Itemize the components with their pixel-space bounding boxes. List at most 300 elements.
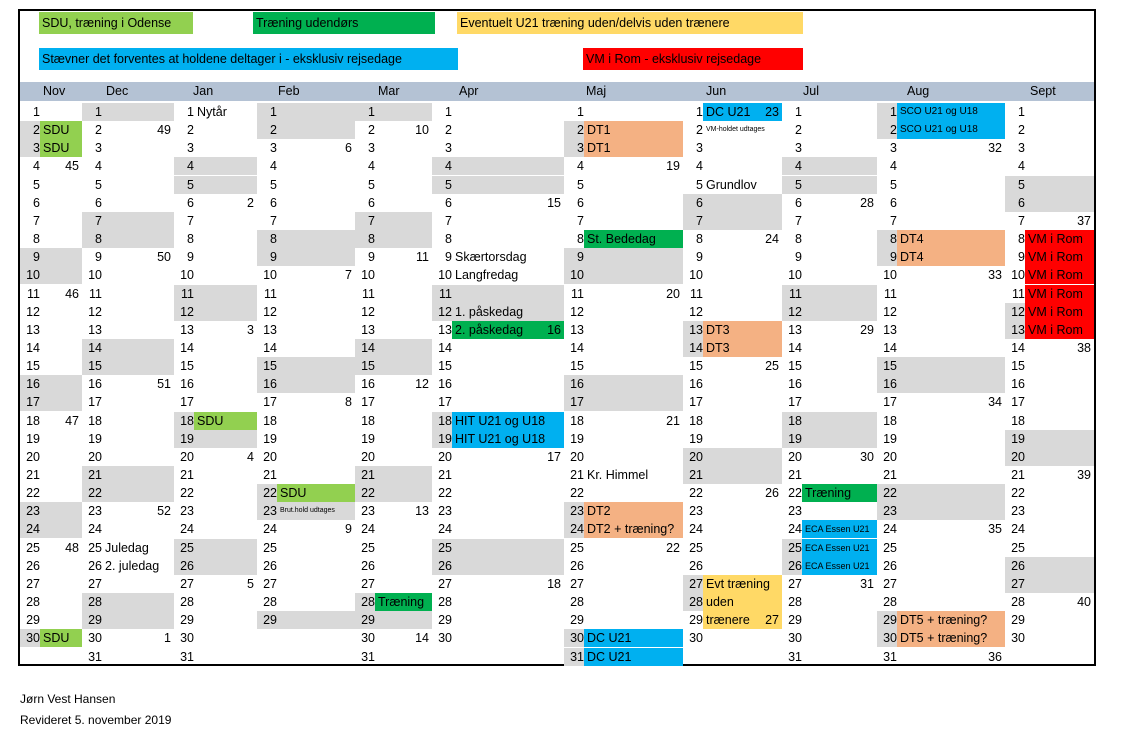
day-cell <box>432 339 564 357</box>
day-cell <box>782 611 877 629</box>
event-label: SDU <box>43 141 70 156</box>
day-number: 4 <box>1018 159 1025 174</box>
week-number: 17 <box>547 449 561 464</box>
month-header-bar <box>20 82 1094 101</box>
day-number: 22 <box>1011 486 1025 501</box>
day-number: 15 <box>361 359 375 374</box>
day-cell <box>683 539 782 557</box>
day-cell <box>683 321 782 339</box>
day-number: 5 <box>577 177 584 192</box>
event-label: SCO U21 og U18 <box>900 106 978 117</box>
day-number: 11 <box>27 286 40 301</box>
day-number: 4 <box>577 159 584 174</box>
day-cell <box>20 139 82 157</box>
day-cell <box>257 557 355 575</box>
day-number: 30 <box>883 631 897 646</box>
week-number: 45 <box>65 159 79 174</box>
day-number: 25 <box>88 540 102 555</box>
day-cell <box>20 303 82 321</box>
day-cell <box>257 502 355 520</box>
day-cell <box>257 448 355 466</box>
week-number: 15 <box>547 195 561 210</box>
day-number: 13 <box>883 322 897 337</box>
day-number: 30 <box>26 631 40 646</box>
week-number: 28 <box>860 195 874 210</box>
day-number: 2 <box>1018 123 1025 138</box>
day-cell <box>683 303 782 321</box>
day-number: 12 <box>438 304 452 319</box>
day-number: 3 <box>187 141 194 156</box>
day-number: 15 <box>26 359 40 374</box>
day-cell <box>20 339 82 357</box>
day-number: 6 <box>368 195 375 210</box>
day-cell <box>564 212 683 230</box>
week-number: 5 <box>247 576 254 591</box>
day-number: 13 <box>263 322 277 337</box>
day-number: 17 <box>570 395 584 410</box>
day-cell <box>564 557 683 575</box>
day-number: 31 <box>88 649 102 664</box>
day-cell <box>355 285 432 303</box>
day-number: 8 <box>33 232 40 247</box>
day-cell <box>782 502 877 520</box>
day-cell <box>877 648 1005 666</box>
day-cell <box>174 266 257 284</box>
day-cell <box>564 629 683 647</box>
day-number: 9 <box>368 250 375 265</box>
day-cell <box>1005 502 1094 520</box>
day-number: 15 <box>88 359 102 374</box>
day-number: 18 <box>1011 413 1025 428</box>
day-cell <box>257 611 355 629</box>
week-number: 6 <box>345 141 352 156</box>
day-cell <box>782 285 877 303</box>
day-cell <box>257 593 355 611</box>
day-number: 6 <box>577 195 584 210</box>
day-number: 21 <box>689 468 703 482</box>
day-cell <box>257 357 355 375</box>
day-cell <box>174 557 257 575</box>
day-number: 5 <box>890 177 897 192</box>
day-cell <box>20 502 82 520</box>
day-number: 15 <box>689 359 703 374</box>
day-number: 11 <box>89 286 102 301</box>
day-cell <box>683 502 782 520</box>
day-cell <box>174 520 257 538</box>
week-number: 27 <box>765 613 779 628</box>
day-number: 16 <box>788 377 802 392</box>
day-cell <box>564 593 683 611</box>
day-cell <box>877 575 1005 593</box>
day-cell <box>877 520 1005 538</box>
event-label: Træning <box>378 595 425 610</box>
day-number: 27 <box>788 576 802 591</box>
day-number: 26 <box>689 558 703 573</box>
day-number: 21 <box>438 468 452 482</box>
day-number: 26 <box>1011 558 1025 573</box>
day-cell <box>1005 520 1094 538</box>
day-number: 10 <box>180 268 194 283</box>
day-number: 25 <box>26 540 40 555</box>
day-cell <box>1005 139 1094 157</box>
day-cell <box>683 629 782 647</box>
day-cell <box>877 557 1005 575</box>
day-number: 1 <box>696 105 703 119</box>
day-cell <box>564 412 683 430</box>
day-cell <box>257 484 355 502</box>
event-label: DT5 + træning? <box>900 631 988 646</box>
day-cell <box>782 339 877 357</box>
day-cell <box>877 139 1005 157</box>
day-cell <box>174 430 257 448</box>
legend-world-championship: VM i Rom - eksklusiv rejsedage <box>583 48 803 70</box>
day-cell <box>1005 611 1094 629</box>
day-number: 18 <box>883 413 897 428</box>
day-number: 11 <box>1012 286 1025 301</box>
day-number: 19 <box>1011 431 1025 446</box>
day-cell <box>20 448 82 466</box>
day-cell <box>877 248 1005 266</box>
day-number: 26 <box>788 558 802 573</box>
day-number: 7 <box>795 213 802 228</box>
day-number: 12 <box>180 304 194 319</box>
day-cell <box>683 484 782 502</box>
day-cell <box>174 575 257 593</box>
day-cell <box>20 629 82 647</box>
day-cell <box>877 375 1005 393</box>
day-number: 7 <box>270 213 277 228</box>
day-number: 7 <box>187 213 194 228</box>
day-cell <box>877 157 1005 175</box>
day-cell <box>683 285 782 303</box>
event-label: SDU <box>43 123 70 138</box>
day-cell <box>782 157 877 175</box>
day-number: 2 <box>696 123 703 138</box>
day-number: 5 <box>95 177 102 192</box>
event-label: DT4 <box>900 232 924 247</box>
week-number: 16 <box>547 322 561 337</box>
day-number: 5 <box>187 177 194 192</box>
day-cell <box>782 539 877 557</box>
day-cell <box>82 520 174 538</box>
day-cell <box>174 393 257 411</box>
day-cell <box>782 103 877 121</box>
week-number: 32 <box>988 141 1002 156</box>
day-number: 21 <box>570 468 584 482</box>
day-number: 21 <box>263 468 277 482</box>
day-cell <box>174 139 257 157</box>
day-cell <box>257 266 355 284</box>
day-cell <box>564 230 683 248</box>
day-number: 10 <box>361 268 375 283</box>
week-number: 20 <box>666 286 680 301</box>
day-number: 14 <box>570 340 584 355</box>
day-number: 26 <box>570 558 584 573</box>
week-number: 10 <box>415 123 429 138</box>
day-cell <box>355 430 432 448</box>
event-label: VM i Rom <box>1028 232 1083 247</box>
day-cell <box>432 629 564 647</box>
day-cell <box>355 502 432 520</box>
day-number: 30 <box>689 631 703 646</box>
day-cell <box>782 648 877 666</box>
day-number: 30 <box>788 631 802 646</box>
week-number: 30 <box>860 449 874 464</box>
day-number: 7 <box>577 213 584 228</box>
day-cell <box>82 266 174 284</box>
day-number: 18 <box>570 413 584 428</box>
day-number: 5 <box>368 177 375 192</box>
day-cell <box>257 285 355 303</box>
day-number: 23 <box>88 504 102 519</box>
day-number: 29 <box>438 613 452 628</box>
day-cell <box>355 375 432 393</box>
day-number: 24 <box>361 522 375 537</box>
day-number: 11 <box>884 286 897 301</box>
day-number: 14 <box>689 340 703 355</box>
day-cell <box>82 121 174 139</box>
week-number: 26 <box>765 486 779 501</box>
day-number: 20 <box>1011 449 1025 464</box>
day-cell <box>564 321 683 339</box>
week-number: 4 <box>247 449 254 464</box>
day-cell <box>877 176 1005 194</box>
day-number: 9 <box>890 250 897 265</box>
day-cell <box>782 557 877 575</box>
day-number: 27 <box>361 576 375 591</box>
day-number: 12 <box>1011 304 1025 319</box>
day-number: 22 <box>570 486 584 501</box>
day-number: 16 <box>263 377 277 392</box>
day-number: 30 <box>88 631 102 646</box>
day-cell <box>174 484 257 502</box>
week-number: 52 <box>157 504 171 519</box>
day-number: 24 <box>180 522 194 537</box>
event-label: SCO U21 og U18 <box>900 124 978 136</box>
day-cell <box>683 611 782 629</box>
day-number: 20 <box>26 449 40 464</box>
day-cell <box>174 212 257 230</box>
day-number: 27 <box>1011 576 1025 591</box>
day-number: 15 <box>1011 359 1025 374</box>
day-cell <box>355 157 432 175</box>
day-cell <box>82 230 174 248</box>
legend-u21-training: Eventuelt U21 træning uden/delvis uden trænere <box>457 12 803 34</box>
day-cell <box>355 212 432 230</box>
day-cell <box>82 139 174 157</box>
day-cell <box>782 466 877 484</box>
day-number: 26 <box>263 558 277 573</box>
day-number: 8 <box>270 232 277 247</box>
day-number: 21 <box>180 468 194 482</box>
day-number: 20 <box>689 449 703 464</box>
day-number: 17 <box>438 395 452 410</box>
day-cell <box>782 412 877 430</box>
event-label: VM i Rom <box>1028 322 1083 337</box>
day-cell <box>355 339 432 357</box>
day-number: 12 <box>263 304 277 319</box>
day-cell <box>20 539 82 557</box>
day-number: 22 <box>361 486 375 501</box>
day-cell <box>564 648 683 666</box>
day-cell <box>683 157 782 175</box>
day-number: 28 <box>263 595 277 610</box>
day-number: 22 <box>180 486 194 501</box>
event-label: Langfredag <box>455 268 519 283</box>
day-number: 2 <box>445 123 452 138</box>
week-number: 36 <box>988 649 1002 664</box>
day-cell <box>1005 430 1094 448</box>
week-number: 47 <box>65 413 79 428</box>
day-cell <box>174 121 257 139</box>
day-number: 2 <box>368 123 375 138</box>
day-cell <box>82 412 174 430</box>
day-number: 8 <box>187 232 194 247</box>
day-number: 20 <box>438 449 452 464</box>
day-number: 11 <box>789 286 802 301</box>
day-cell <box>82 648 174 666</box>
day-cell <box>174 593 257 611</box>
day-cell <box>683 393 782 411</box>
week-number: 7 <box>345 268 352 283</box>
event-label: Skærtorsdag <box>455 250 527 265</box>
day-cell <box>432 303 564 321</box>
day-number: 26 <box>883 558 897 573</box>
day-cell <box>1005 194 1094 212</box>
day-cell <box>782 593 877 611</box>
day-cell <box>782 575 877 593</box>
event-label: DC U21 <box>587 649 632 664</box>
day-cell <box>82 176 174 194</box>
day-number: 26 <box>88 558 102 573</box>
day-cell <box>432 248 564 266</box>
day-number: 8 <box>795 232 802 247</box>
day-cell <box>432 484 564 502</box>
day-cell <box>355 321 432 339</box>
event-label: DT5 + træning? <box>900 613 988 628</box>
event-label: DT2 + træning? <box>587 522 675 537</box>
day-number: 25 <box>438 540 452 555</box>
day-number: 23 <box>180 504 194 519</box>
event-label: DT2 <box>587 504 611 519</box>
day-number: 9 <box>445 250 452 265</box>
week-number: 8 <box>345 395 352 410</box>
day-number: 19 <box>438 431 452 446</box>
day-cell <box>432 357 564 375</box>
day-number: 16 <box>26 377 40 392</box>
day-cell <box>564 611 683 629</box>
day-number: 10 <box>689 268 703 283</box>
month-title-jul: Jul <box>803 84 819 98</box>
day-number: 13 <box>689 322 703 337</box>
day-cell <box>683 212 782 230</box>
week-number: 31 <box>860 576 874 591</box>
day-cell <box>355 575 432 593</box>
day-cell <box>564 502 683 520</box>
day-number: 22 <box>438 486 452 501</box>
day-number: 13 <box>788 322 802 337</box>
day-cell <box>257 375 355 393</box>
day-number: 24 <box>570 522 584 537</box>
day-cell <box>257 430 355 448</box>
day-number: 4 <box>270 159 277 174</box>
day-cell <box>877 303 1005 321</box>
day-number: 17 <box>180 395 194 410</box>
day-cell <box>82 303 174 321</box>
day-number: 6 <box>95 195 102 210</box>
day-number: 15 <box>180 359 194 374</box>
day-cell <box>683 248 782 266</box>
day-number: 16 <box>88 377 102 392</box>
day-cell <box>877 539 1005 557</box>
day-number: 6 <box>795 195 802 210</box>
day-number: 29 <box>883 613 897 628</box>
day-number: 9 <box>577 250 584 265</box>
day-number: 29 <box>689 613 703 628</box>
day-cell <box>782 629 877 647</box>
day-cell <box>174 466 257 484</box>
day-number: 14 <box>263 340 277 355</box>
day-cell <box>877 121 1005 139</box>
day-cell <box>782 303 877 321</box>
week-number: 14 <box>415 631 429 646</box>
day-cell <box>355 466 432 484</box>
day-cell <box>174 611 257 629</box>
day-cell <box>432 139 564 157</box>
event-label: Kr. Himmel <box>587 468 649 482</box>
day-cell <box>1005 176 1094 194</box>
day-cell <box>82 393 174 411</box>
day-number: 30 <box>438 631 452 646</box>
day-number: 13 <box>1011 322 1025 337</box>
day-cell <box>1005 266 1094 284</box>
day-number: 19 <box>263 431 277 446</box>
day-number: 22 <box>883 486 897 501</box>
day-cell <box>1005 393 1094 411</box>
day-number: 22 <box>26 486 40 501</box>
day-cell <box>355 593 432 611</box>
day-cell <box>1005 375 1094 393</box>
day-cell <box>82 375 174 393</box>
day-number: 12 <box>88 304 102 319</box>
day-cell <box>877 484 1005 502</box>
day-number: 7 <box>696 213 703 228</box>
day-cell <box>432 539 564 557</box>
day-number: 7 <box>890 213 897 228</box>
day-number: 2 <box>270 123 277 138</box>
day-number: 29 <box>26 613 40 628</box>
day-number: 4 <box>696 159 703 174</box>
day-cell <box>20 357 82 375</box>
day-number: 14 <box>788 340 802 355</box>
day-number: 24 <box>1011 522 1025 537</box>
day-cell <box>174 357 257 375</box>
day-number: 3 <box>696 141 703 156</box>
day-cell <box>1005 629 1094 647</box>
day-number: 31 <box>570 649 584 664</box>
month-title-jun: Jun <box>706 84 727 98</box>
day-number: 18 <box>263 413 277 428</box>
day-number: 16 <box>689 377 703 392</box>
day-cell <box>257 230 355 248</box>
day-cell <box>877 194 1005 212</box>
week-number: 9 <box>345 522 352 537</box>
day-cell <box>174 176 257 194</box>
day-cell <box>1005 157 1094 175</box>
day-cell <box>82 448 174 466</box>
week-number: 2 <box>247 195 254 210</box>
week-number: 18 <box>547 576 561 591</box>
